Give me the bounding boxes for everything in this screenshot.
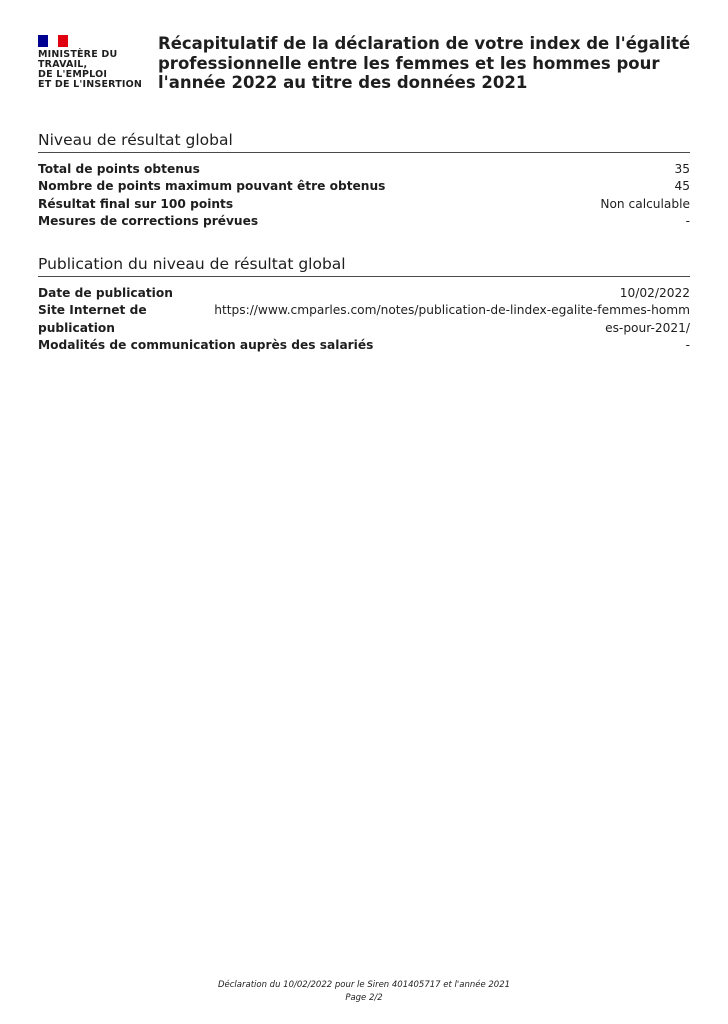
page-footer: [0, 979, 728, 1004]
modalites-row: [38, 337, 690, 354]
page-number: Page 2/2: [345, 992, 383, 1003]
publication-url: https://www.cmparles.com/notes/publication-de-lindex-egalite-femmes-hommes-pour-2021/: [214, 303, 690, 335]
publication-site-row: [38, 302, 690, 337]
row-label: Mesures de corrections prévues: [38, 213, 259, 228]
row-label: Date de publication: [38, 286, 173, 300]
row-label: Total de points obtenus: [38, 162, 200, 176]
row-value: Non calculable: [600, 196, 690, 211]
row-label: Site Internet de publication: [38, 303, 147, 335]
french-flag-icon: [38, 35, 68, 47]
row-label: Modalités de communication auprès des salariés: [38, 337, 374, 352]
result-row: [38, 196, 690, 213]
publication-date: 10/02/2022: [619, 286, 690, 300]
ministry-name: MINISTÈRE DU TRAVAIL, DE L'EMPLOI ET DE L'INSERTION: [38, 49, 143, 90]
result-row: [38, 178, 690, 195]
row-value: 45: [674, 179, 690, 194]
global-result-section: [38, 130, 690, 230]
row-value: -: [685, 213, 690, 228]
row-value: 35: [674, 162, 690, 176]
footer-declaration: Déclaration du 10/02/2022 pour le Siren 401405717 et l'année 2021: [217, 980, 511, 990]
ministry-logo: [38, 35, 148, 90]
result-row: [38, 161, 690, 178]
publication-date-row: [38, 285, 690, 302]
section-title: Publication du niveau de résultat global: [38, 254, 690, 277]
result-row: [38, 213, 690, 230]
document-title: Récapitulatif de la déclaration de votre index de l'égalité professionnelle entre les femmes et les hommes pour l'année 2022 au titre des données 2021: [158, 34, 691, 92]
publication-section: [38, 254, 690, 354]
row-value: -: [685, 337, 690, 352]
row-label: Nombre de points maximum pouvant être obtenus: [38, 179, 386, 194]
row-label: Résultat final sur 100 points: [38, 196, 234, 211]
section-title: Niveau de résultat global: [38, 130, 690, 153]
